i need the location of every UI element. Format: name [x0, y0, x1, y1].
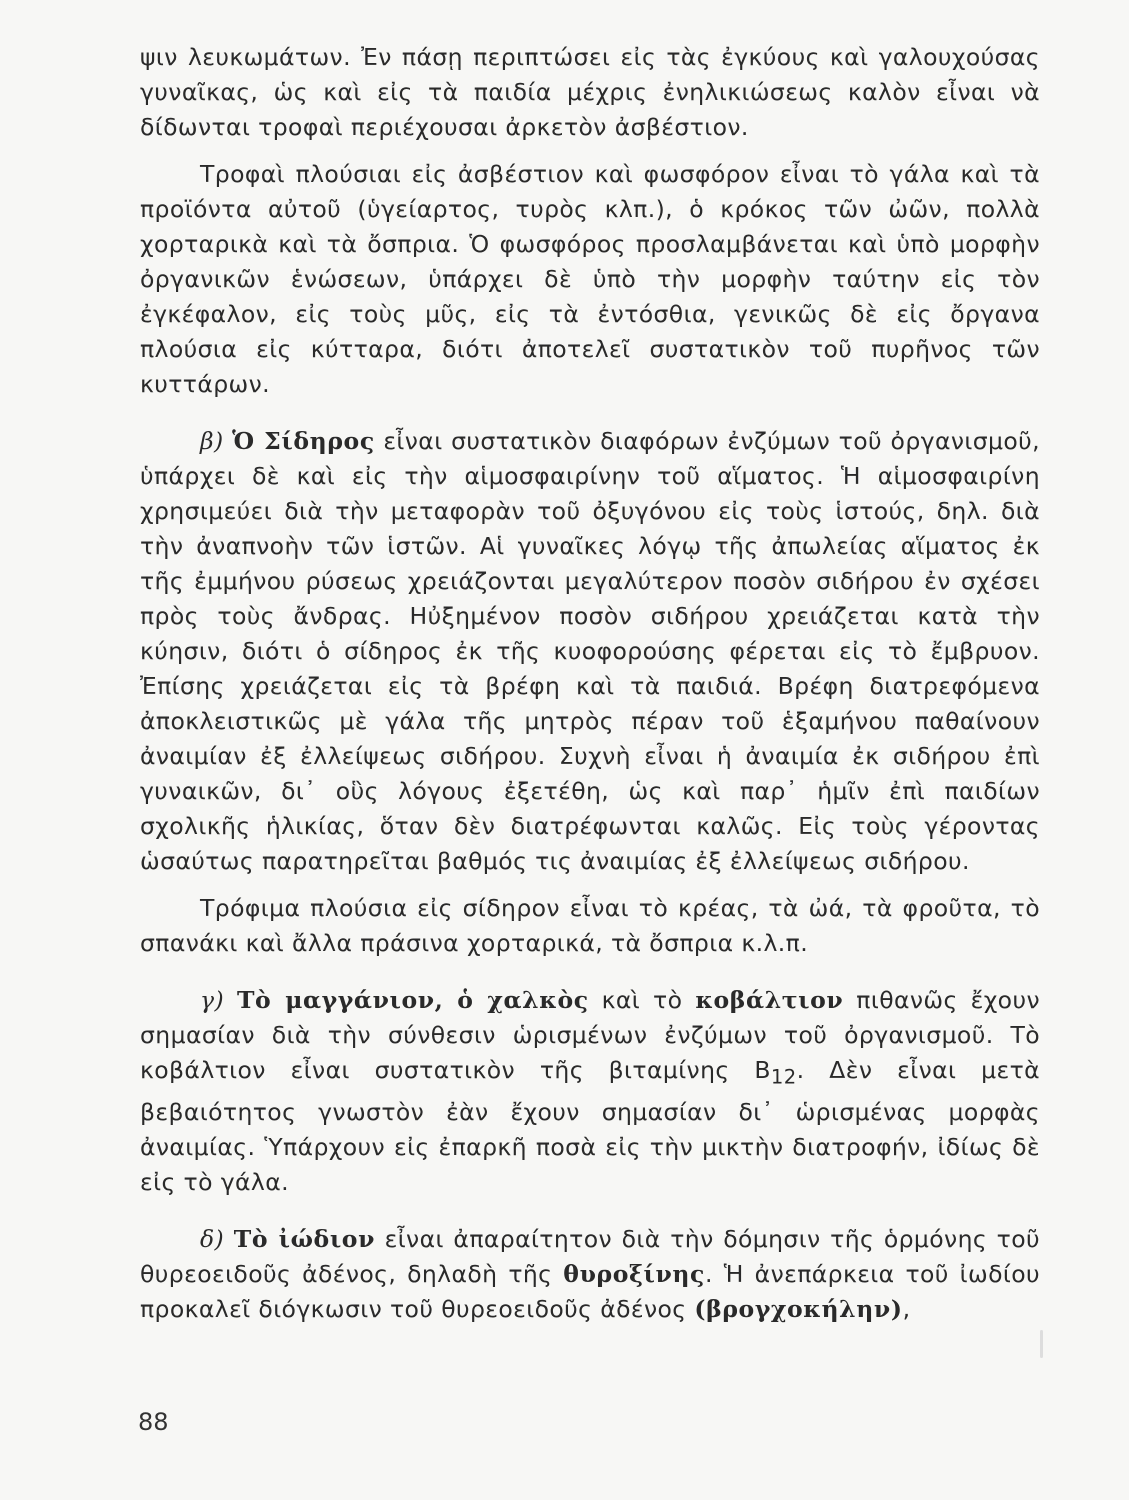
paragraph-iodine [140, 1222, 1040, 1327]
cobalt-text-a: πιθανῶς ἔχουν σημασίαν διὰ τὴν σύνθεσιν ὡρισμένων ἐνζύμων τοῦ ὀργανισμοῦ. Τὸ κοβάλτιον εἶναι συστατικὸν τῆς βιταμίνης B [140, 986, 1040, 1084]
paragraph-calcium-phosphorus-foods: Τροφαὶ πλούσιαι εἰς ἀσβέστιον καὶ φωσφόρον εἶναι τὸ γάλα καὶ τὰ προϊόντα αὐτοῦ (ὑγείαρτος, τυρὸς κλπ.), ὁ κρόκος τῶν ὠῶν, πολλὰ χορταρικὰ καὶ τὰ ὄσπρια. Ὁ φωσφόρος προσλαμβάνεται καὶ ὑπὸ μορφὴν ὀργανικῶν ἑνώσεων, ὑπάρχει δὲ ὑπὸ τὴν μορφὴν ταύτην εἰς τὸν ἐγκέφαλον, εἰς τοὺς μῦς, εἰς τὰ ἐντόσθια, γενικῶς δὲ εἰς ὄργανα πλούσια εἰς κύτταρα, διότι ἀποτελεῖ συστατικὸν τοῦ πυρῆνος τῶν κυττάρων. [140, 160, 1040, 398]
term-manganese-copper: Τὸ μαγγάνιον, ὁ χαλκὸς [236, 986, 589, 1014]
paragraph-iron [140, 424, 1040, 879]
vitamin-subscript: 12 [770, 1065, 797, 1089]
scan-mark [1040, 1330, 1043, 1358]
paragraph-calcium-intro: ψιν λευκωμάτων. Ἐν πάσῃ περιπτώσει εἰς τὰς ἐγκύους καὶ γαλουχούσας γυναῖκας, ὡς καὶ εἰς τὰ παιδία μέχρις ἐνηλικιώσεως καλὸν εἶναι νὰ δίδωνται τροφαὶ περιέχουσαι ἀρκετὸν ἀσβέστιον. [140, 43, 1040, 141]
term-thyroxine: θυροξίνης [563, 1259, 705, 1288]
paragraph-iron-foods: Τρόφιμα πλούσια εἰς σίδηρον εἶναι τὸ κρέας, τὰ ὠά, τὰ φροῦτα, τὸ σπανάκι καὶ ἄλλα πράσινα χορταρικά, τὰ ὄσπρια κ.λ.π. [140, 894, 1040, 957]
iodine-text-a: εἶναι ἀπαραίτητον διὰ τὴν δόμησιν τῆς ὁρμόνης τοῦ θυρεοειδοῦς ἀδένος, δηλαδὴ τῆς [140, 1224, 1040, 1288]
iron-text: εἶναι συστατικὸν διαφόρων ἐνζύμων τοῦ ὀργανισμοῦ, ὑπάρχει δὲ καὶ εἰς τὴν αἱμοσφαιρίνην τοῦ αἵματος. Ἡ αἱμοσφαιρίνη χρησιμεύει διὰ τὴν μεταφορὰν τοῦ ὀξυγόνου εἰς τοὺς ἱστούς, δηλ. διὰ τὴν ἀναπνοὴν τῶν ἱστῶν. Αἱ γυναῖκες λόγῳ τῆς ἀπωλείας αἵματος ἐκ τῆς ἐμμήνου ρύσεως χρειάζονται μεγαλύτερον ποσὸν σιδήρου ἐν σχέσει πρὸς τοὺς ἄνδρας. Ηὐξημένον ποσὸν σιδήρου χρειάζεται κατὰ τὴν κύησιν, διότι ὁ σίδηρος ἐκ τῆς κυοφορούσης φέρεται εἰς τὸ ἔμβρυον. Ἐπίσης χρειάζεται εἰς τὰ βρέφη καὶ τὰ παιδιά. Βρέφη διατρεφόμενα ἀποκλειστικῶς μὲ γάλα τῆς μητρὸς πέραν τοῦ ἑξαμήνου παθαίνουν ἀναιμίαν ἐξ ἐλλείψεως σιδήρου. Συχνὴ εἶναι ἡ ἀναιμία ἐκ σιδήρου ἐπὶ γυναικῶν, δι᾽ οὓς λόγους ἐξετέθη, ὡς καὶ παρ᾽ ἡμῖν ἐπὶ παιδίων σχολικῆς ἡλικίας, ὅταν δὲν διατρέφωνται καλῶς. Εἰς τοὺς γέροντας ὡσαύτως παρατηρεῖται βαθμός τις ἀναιμίας ἐξ ἐλλείψεως σιδήρου. [140, 427, 1041, 875]
section-label-d: δ) [200, 1224, 225, 1253]
section-label-b: β) [200, 427, 224, 455]
section-label-c: γ) [200, 986, 225, 1014]
cobalt-text-b: . Δὲν εἶναι μετὰ βεβαιότητος γνωστὸν ἐὰν ἔχουν σημασίαν δι᾽ ὡρισμένας μορφὰς ἀναιμίας. Ὑπάρχουν εἰς ἐπαρκῆ ποσὰ εἰς τὴν μικτὴν διατροφήν, ἰδίως δὲ εἰς τὸ γάλα. [140, 1056, 1041, 1196]
iodine-text-c: , [902, 1294, 911, 1323]
paragraph-manganese-copper-cobalt [140, 983, 1040, 1200]
term-iodine: Τὸ ἰώδιον [233, 1224, 375, 1253]
term-iron: Ὁ Σίδηρος [232, 427, 375, 455]
term-cobalt: κοβάλτιον [695, 986, 844, 1014]
iodine-text-b: . Ἡ ἀνεπάρκεια τοῦ ἰωδίου προκαλεῖ διόγκωσιν τοῦ θυρεοειδοῦς ἀδένος [140, 1259, 1041, 1323]
page-number: 88 [138, 1408, 169, 1436]
page-body [140, 40, 1040, 1327]
term-goiter: (βρογχοκήλην) [694, 1294, 903, 1323]
join-text: καὶ τὸ [601, 986, 683, 1014]
